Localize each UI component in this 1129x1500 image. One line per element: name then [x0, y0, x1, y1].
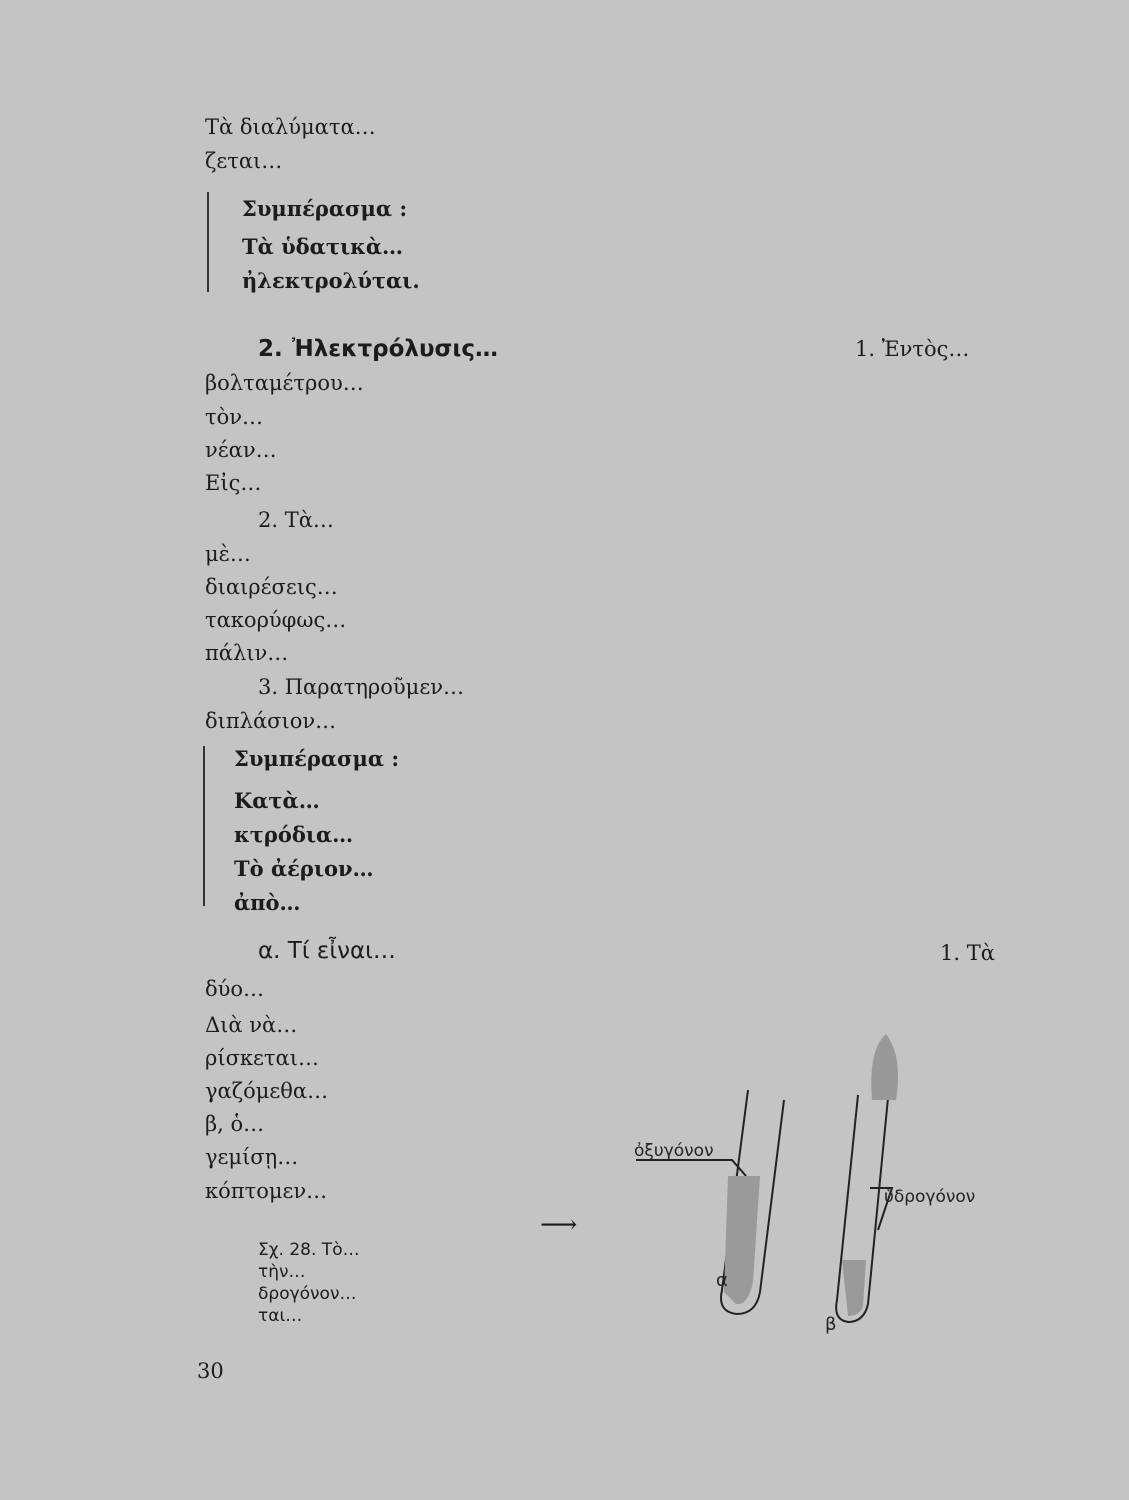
conclusion-bar	[203, 746, 205, 906]
paragraph-line: β, ὁ…	[205, 1112, 265, 1136]
intro-line-2: ζεται…	[205, 149, 283, 173]
subsection-heading: α. Τί εἶναι…	[258, 938, 396, 964]
conclusion-line: Τὰ ὑδατικὰ…	[242, 234, 404, 259]
paragraph-line: νέαν…	[205, 438, 277, 462]
caption-line: τὴν…	[258, 1262, 306, 1282]
hydrogen-label: ὑδρογόνον	[884, 1187, 976, 1207]
caption-line: ται…	[258, 1306, 303, 1326]
paragraph-line: πάλιν…	[205, 641, 289, 665]
tube-b-label: β	[825, 1314, 837, 1335]
paragraph-line: 1. Τὰ	[940, 941, 995, 965]
paragraph-line: Εἰς…	[205, 471, 262, 495]
paragraph-line: βολταμέτρου…	[205, 371, 364, 395]
conclusion-line: κτρόδια…	[234, 822, 354, 847]
paragraph-line: διπλάσιον…	[205, 709, 337, 733]
paragraph-line: δύο…	[205, 977, 265, 1001]
conclusion-label: Συμπέρασμα :	[242, 196, 408, 221]
paragraph-line: γεμίσῃ…	[205, 1145, 299, 1169]
caption-line: δρογόνον…	[258, 1284, 357, 1304]
conclusion-label: Συμπέρασμα :	[234, 746, 400, 771]
paragraph-line: διαιρέσεις…	[205, 575, 338, 599]
arrow-icon: ⟶	[540, 1210, 578, 1240]
section-title: Ἠλεκτρόλυσις…	[292, 336, 498, 362]
paragraph-line: μὲ…	[205, 542, 251, 566]
conclusion-line: Κατὰ…	[234, 788, 320, 813]
paragraph-line: τακορύφως…	[205, 608, 347, 632]
section-number: 2.	[258, 336, 283, 362]
oxygen-label: ὀξυγόνον	[634, 1141, 714, 1161]
conclusion-line: ἀπὸ…	[234, 890, 301, 915]
paragraph-line: γαζόμεθα…	[205, 1079, 329, 1103]
test-tube-figure	[620, 1020, 1010, 1340]
conclusion-line: Τὸ ἀέριον…	[234, 856, 374, 881]
tube-a-label: α	[716, 1270, 728, 1291]
paragraph-line: τὸν…	[205, 405, 264, 429]
conclusion-line: ἠλεκτρολύται.	[242, 268, 420, 293]
paragraph-line: 1. Ἐντὸς…	[855, 337, 970, 361]
paragraph-line: Διὰ νὰ…	[205, 1013, 298, 1037]
paragraph-line: 3. Παρατηροῦμεν…	[258, 675, 464, 699]
intro-line-1: Τὰ διαλύματα…	[205, 115, 376, 139]
conclusion-bar	[207, 192, 209, 292]
page-number: 30	[197, 1359, 224, 1383]
caption-line: Σχ. 28. Τὸ…	[258, 1240, 360, 1260]
paragraph-line: 2. Τὰ…	[258, 508, 334, 532]
paragraph-line: ρίσκεται…	[205, 1046, 319, 1070]
paragraph-line: κόπτομεν…	[205, 1179, 328, 1203]
